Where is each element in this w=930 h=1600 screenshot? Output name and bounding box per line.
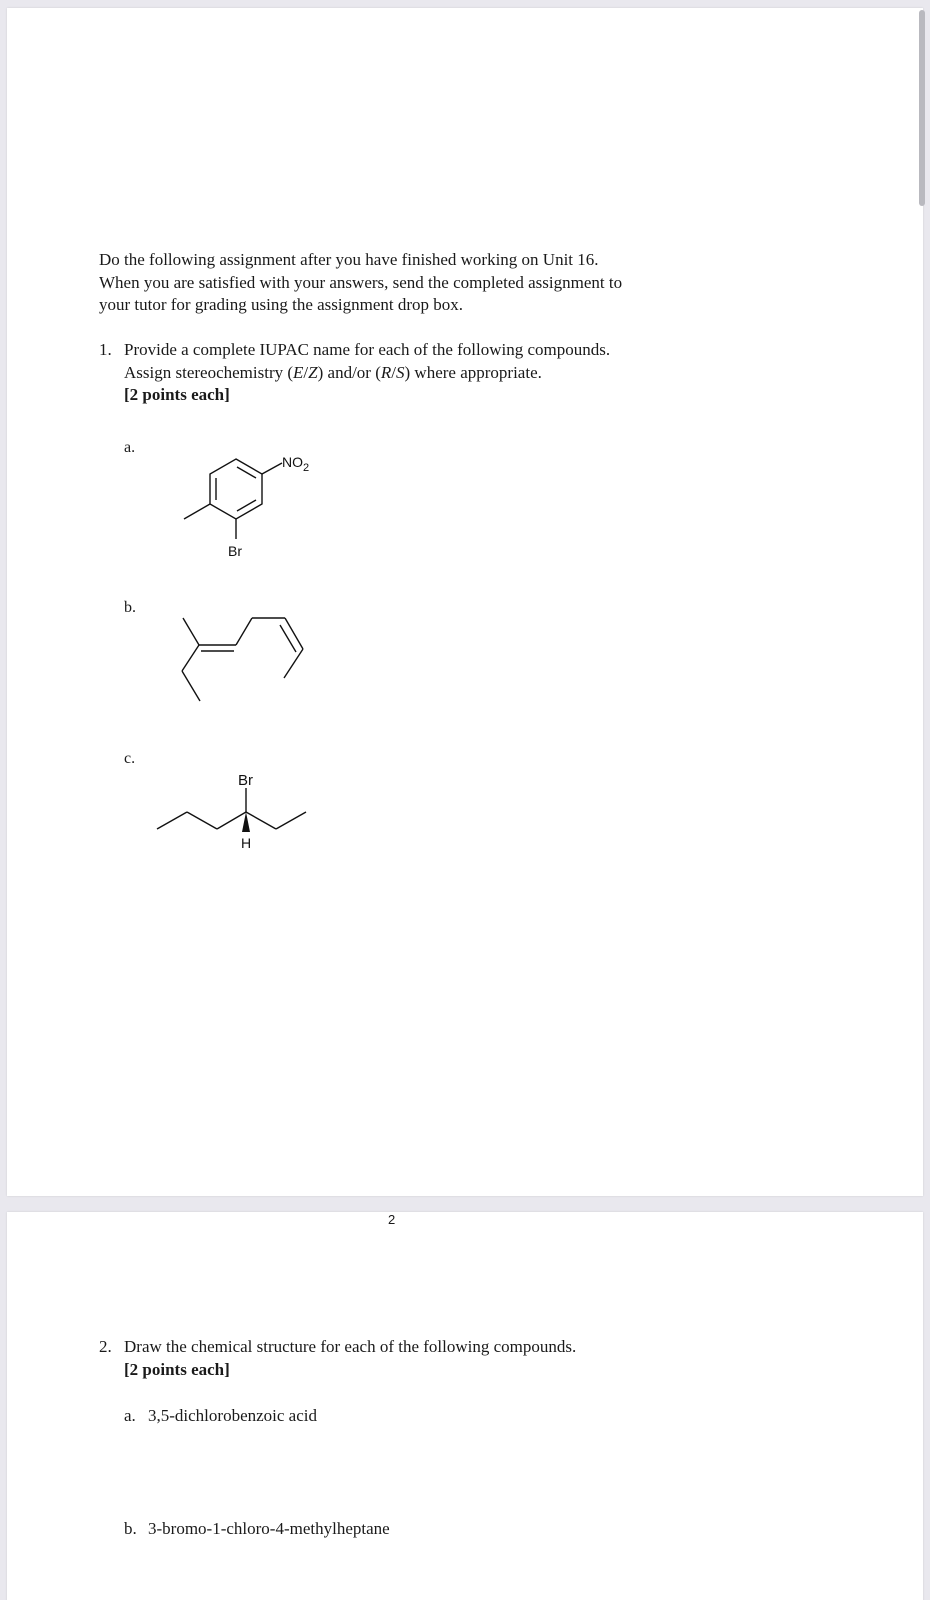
methyl-bond [284, 649, 303, 678]
item-b-text: 3-bromo-1-chloro-4-methylheptane [148, 1519, 390, 1538]
text-run: / [303, 362, 309, 382]
page-2 [7, 1212, 923, 1600]
item-a-label: a. [124, 1406, 136, 1425]
part-c-label: c. [124, 750, 136, 767]
question-2-line: Draw the chemical structure for each of the following compounds. [124, 1337, 577, 1356]
nitro-label: $NO_2$ [282, 455, 310, 474]
alkyl-bond [246, 812, 276, 829]
stereo-z: Z [308, 362, 318, 382]
alkyl-bond [276, 812, 306, 829]
stereo-e: E [293, 362, 304, 382]
question-2-text [124, 1336, 576, 1381]
alkyl-bond [157, 812, 187, 829]
bromo-label: Br [228, 543, 242, 559]
alkyl-bond [217, 812, 246, 829]
text-run: ) where appropriate. [404, 362, 542, 382]
allyl-bond [236, 618, 252, 645]
terminal-alkene-bond [285, 618, 303, 649]
text-run: / [391, 362, 397, 382]
stereo-r: R [380, 362, 392, 382]
page-number: 2 [388, 1212, 396, 1227]
question-2-points: [2 points each] [124, 1359, 230, 1379]
part-b-label: b. [124, 599, 136, 616]
page-1 [7, 8, 923, 1196]
methyl-bond [184, 504, 210, 519]
terminal-alkene-double-bond [280, 625, 296, 652]
benzene-ring [210, 459, 262, 519]
question-1-line: Provide a complete IUPAC name for each of the following compounds. [124, 340, 611, 359]
intro-paragraph [99, 249, 622, 317]
intro-line: your tutor for grading using the assignment drop box. [99, 295, 464, 314]
scrollbar[interactable] [917, 8, 927, 1596]
question-1-points: [2 points each] [124, 385, 230, 404]
molecule-c-structure [150, 762, 330, 862]
item-b-label: b. [124, 1519, 137, 1538]
ethyl-bond [182, 671, 200, 701]
wedge-bond [242, 812, 250, 832]
methyl-bond [183, 618, 199, 645]
text-run: Assign stereochemistry ( [124, 362, 294, 382]
stereo-s: S [396, 362, 405, 382]
ethyl-bond [182, 645, 199, 671]
intro-line: Do the following assignment after you have finished working on Unit 16. [99, 250, 599, 269]
bromo-label: Br [238, 772, 253, 789]
scroll-thumb[interactable] [919, 10, 925, 206]
nitro-bond [262, 463, 282, 474]
text-run: ) and/or ( [317, 362, 381, 382]
alkyl-bond [187, 812, 217, 829]
molecule-a-structure [170, 455, 330, 565]
question-1-number: 1. [99, 340, 112, 359]
hydrogen-label: H [241, 835, 252, 851]
question-1-text [124, 339, 610, 407]
question-2-number: 2. [99, 1337, 112, 1356]
part-a-label: a. [124, 439, 136, 456]
question-1-stereo-line [124, 362, 610, 385]
intro-line: When you are satisfied with your answers, send the completed assignment to [99, 272, 623, 292]
molecule-b-structure [170, 615, 330, 725]
item-a-text: 3,5-dichlorobenzoic acid [148, 1406, 317, 1425]
